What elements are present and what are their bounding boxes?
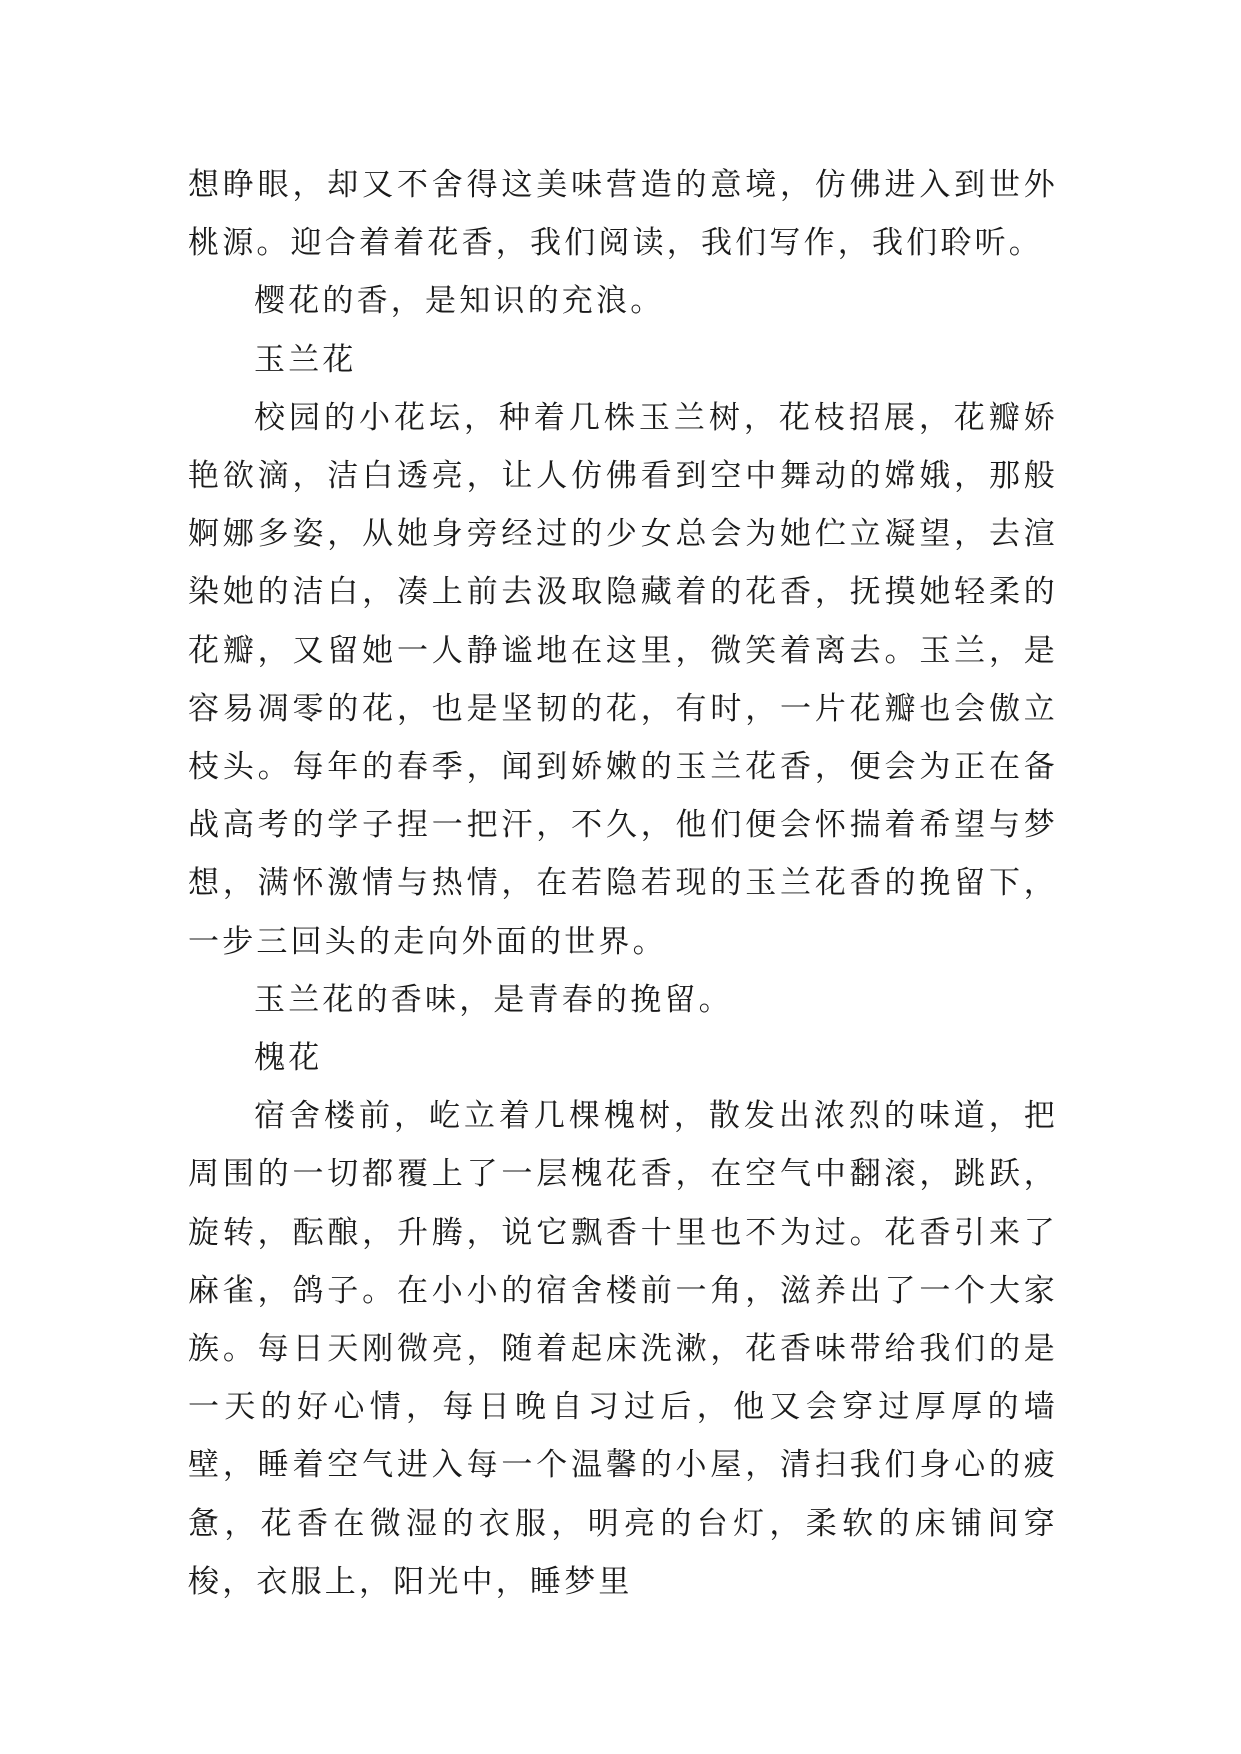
paragraph-magnolia-summary: 玉兰花的香味，是青春的挽留。 [254,981,733,1018]
document-body [188,156,1058,1611]
section-heading-locust: 槐花 [254,1040,323,1077]
paragraph-continuation: 想睁眼，却又不舍得这美味营造的意境，仿佛进入到世外桃源。迎合着着花香，我们阅读，我们写作，我们聆听。 [188,167,1058,262]
paragraph-sakura-summary: 樱花的香，是知识的充浪。 [254,283,665,320]
paragraph-locust-body: 宿舍楼前，屹立着几棵槐树，散发出浓烈的味道，把周围的一切都覆上了一层槐花香，在空气中翻滚，跳跃，旋转，酝酿，升腾，说它飘香十里也不为过。花香引来了麻雀，鸽子。在小小的宿舍楼前一角，滋养出了一个大家族。每日天刚微亮，随着起床洗漱，花香味带给我们的是一天的好心情，每日晚自习过后，他又会穿过厚厚的墙壁，睡着空气进入每一个温馨的小屋，清扫我们身心的疲惫，花香在微湿的衣服，明亮的台灯，柔软的床铺间穿梭，衣服上，阳光中，睡梦里 [188,1098,1058,1600]
section-heading-magnolia: 玉兰花 [254,341,357,378]
paragraph-magnolia-body: 校园的小花坛，种着几株玉兰树，花枝招展，花瓣娇艳欲滴，洁白透亮，让人仿佛看到空中舞动的嫦娥，那般婀娜多姿，从她身旁经过的少女总会为她伫立凝望，去渲染她的洁白，凑上前去汲取隐藏着的花香，抚摸她轻柔的花瓣，又留她一人静谧地在这里，微笑着离去。玉兰，是容易凋零的花，也是坚韧的花，有时，一片花瓣也会傲立枝头。每年的春季，闻到娇嫩的玉兰花香，便会为正在备战高考的学子捏一把汗，不久，他们便会怀揣着希望与梦想，满怀激情与热情，在若隐若现的玉兰花香的挽留下，一步三回头的走向外面的世界。 [188,399,1058,960]
